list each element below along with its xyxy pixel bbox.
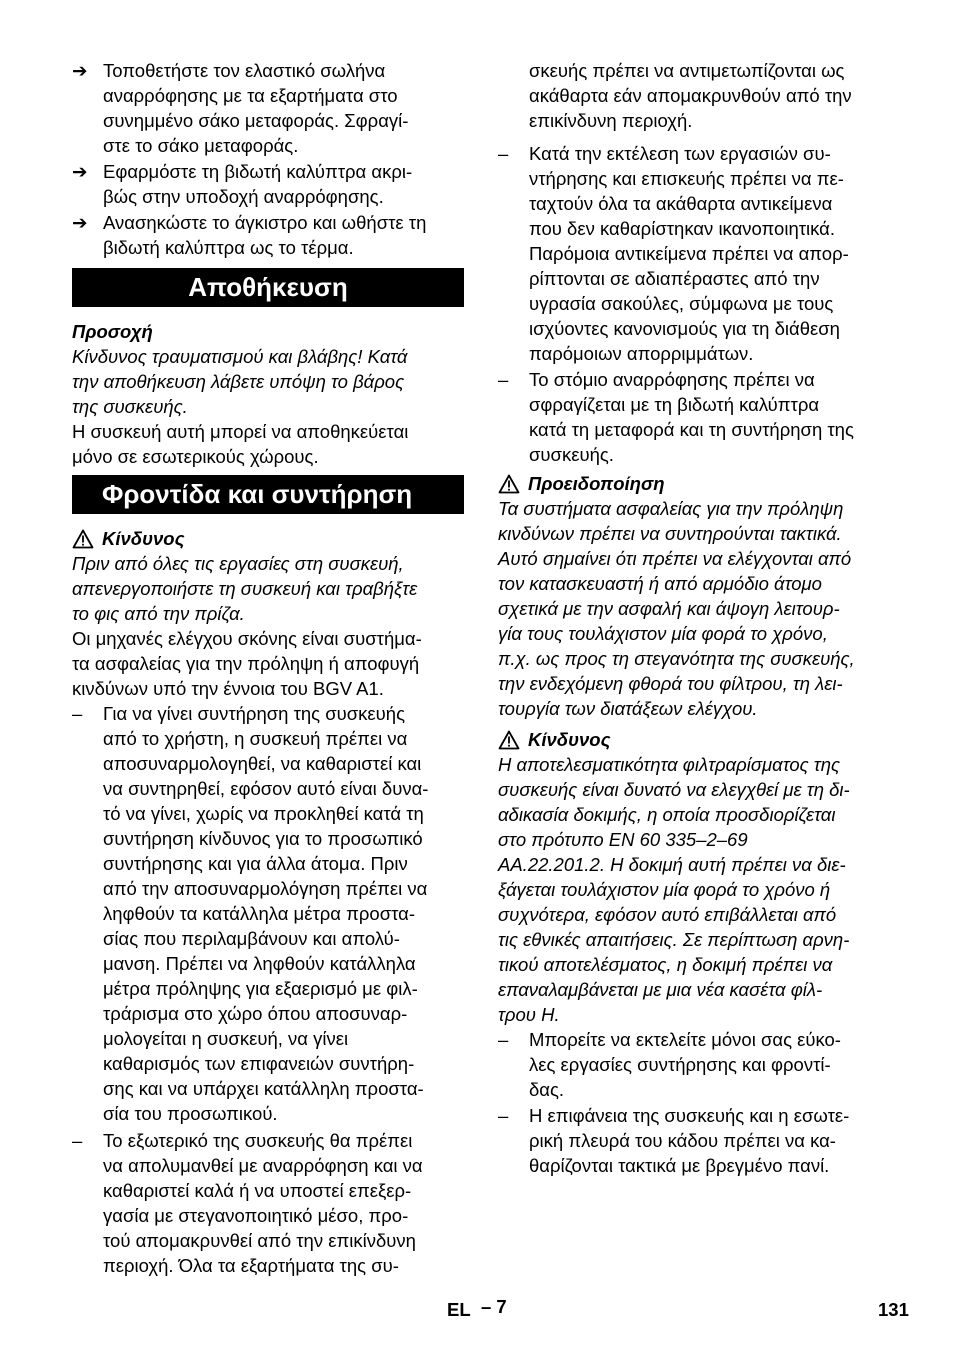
dash-item: [498, 367, 888, 467]
instruction-step: [72, 58, 464, 158]
danger-label: Κίνδυνος: [102, 528, 185, 549]
text-line: επικίνδυνη περιοχή.: [529, 110, 693, 131]
right-dash-list: [498, 141, 888, 467]
footer-section: – 7: [481, 1296, 507, 1317]
text-line: ακάθαρτα εάν απομακρυνθούν από την: [529, 85, 852, 106]
text-line: βώς στην υποδοχή αναρρόφησης.: [103, 186, 384, 207]
text-line: το φις από την πρίζα.: [72, 603, 245, 624]
text-line: συντήρησης και για άλλα άτομα. Πριν: [103, 853, 408, 874]
text-line: υγρασία σακούλες, σύμφωνα με τους: [529, 293, 834, 314]
text-line: Κίνδυνος τραυματισμού και βλάβης! Κατά: [72, 346, 408, 367]
heading-care: Φροντίδα και συντήρηση: [72, 475, 464, 514]
left-column: [72, 58, 464, 1278]
text-line: Τοποθετήστε τον ελαστικό σωλήνα: [103, 60, 386, 81]
care-text: [72, 626, 464, 701]
danger-text: [498, 752, 888, 1027]
text-line: βιδωτή καλύπτρα ως το τέρμα.: [103, 237, 354, 258]
instruction-step: [72, 210, 464, 260]
warning-text: [498, 496, 888, 721]
text-line: θαρίζονται τακτικά με βρεγμένο πανί.: [529, 1155, 830, 1176]
text-line: σχετικά με την ασφαλή και άψογη λειτουρ-: [498, 598, 840, 619]
text-line: τουργία των διατάξεων ελέγχου.: [498, 698, 758, 719]
instruction-step: [72, 159, 464, 209]
warning-heading: [498, 471, 888, 496]
dash-item: [498, 1027, 888, 1102]
dash-item: [498, 1103, 888, 1178]
text-line: Το εξωτερικό της συσκευής θα πρέπει: [103, 1130, 413, 1151]
text-line: περιοχή. Όλα τα εξαρτήματα της συ-: [103, 1255, 399, 1276]
arrow-icon: ➔: [72, 60, 88, 81]
text-line: τις εθνικές απαιτήσεις. Σε περίπτωση αρνη-: [498, 929, 850, 950]
text-line: Αυτό σημαίνει ότι πρέπει να ελέγχονται από: [498, 548, 852, 569]
warning-triangle-icon: [498, 474, 520, 494]
dash-item: [72, 701, 464, 1126]
text-line: Για να γίνει συντήρηση της συσκευής: [103, 703, 405, 724]
text-line: παρόμοιων απορριμμάτων.: [529, 343, 754, 364]
text-line: συχνότερα, εφόσον αυτό επιβάλλεται από: [498, 904, 837, 925]
text-line: Εφαρμόστε τη βιδωτή καλύπτρα ακρι-: [103, 161, 413, 182]
continued-text: [498, 58, 888, 133]
text-line: Η επιφάνεια της συσκευής και η εσωτε-: [529, 1105, 850, 1126]
text-line: ρική πλευρά του κάδου πρέπει να κα-: [529, 1130, 836, 1151]
text-line: σία του προσωπικού.: [103, 1103, 278, 1124]
text-line: αναρρόφησης με τα εξαρτήματα στο: [103, 85, 398, 106]
text-line: μανση. Πρέπει να ληφθούν κατάλληλα: [103, 953, 416, 974]
text-line: Παρόμοια αντικείμενα πρέπει να απορ-: [529, 243, 849, 264]
text-line: μολογείται η συσκευή, να γίνει: [103, 1028, 349, 1049]
dash-bullet: –: [72, 1130, 83, 1151]
text-line: κατά τη μεταφορά και τη συντήρηση της: [529, 419, 854, 440]
storage-text: [72, 419, 464, 469]
dash-bullet: –: [498, 1029, 509, 1050]
text-line: ταχτούν όλα τα ακάθαρτα αντικείμενα: [529, 193, 833, 214]
text-line: συσκευής.: [529, 444, 614, 465]
text-line: σκευής πρέπει να αντιμετωπίζονται ως: [529, 60, 845, 81]
text-line: γασία με στεγανοποιητικό μέσο, προ-: [103, 1205, 409, 1226]
text-line: την ενδεχόμενη φθορά του φίλτρου, τη λει-: [498, 673, 843, 694]
text-line: μόνο σε εσωτερικούς χώρους.: [72, 446, 319, 467]
text-line: π.χ. ως προς τη στεγανότητα της συσκευής,: [498, 648, 855, 669]
text-line: συνημμένο σάκο μεταφοράς. Σφραγί-: [103, 110, 409, 131]
text-line: καθαριστεί καλά ή να υποστεί επεξερ-: [103, 1180, 412, 1201]
danger-text: [72, 551, 464, 626]
dash-item: [498, 141, 888, 366]
dash-bullet: –: [498, 143, 509, 164]
text-line: AA.22.201.2. Η δοκιμή αυτή πρέπει να διε-: [498, 854, 846, 875]
text-line: τρου H.: [498, 1004, 560, 1025]
footer-lang: EL: [447, 1299, 471, 1320]
text-line: καθαρισμός των επιφανειών συντήρη-: [103, 1053, 415, 1074]
text-line: σης και να υπάρχει κατάλληλη προστα-: [103, 1078, 424, 1099]
text-line: τικού αποτελέσματος, η δοκιμή πρέπει να: [498, 954, 833, 975]
text-line: της συσκευής.: [72, 396, 188, 417]
text-line: τον κατασκευαστή ή από αρμόδιο άτομο: [498, 573, 822, 594]
caution-label: Προσοχή: [72, 321, 153, 342]
text-line: ξάγεται τουλάχιστον μία φορά το χρόνο ή: [498, 879, 831, 900]
text-line: που δεν καθαρίστηκαν ικανοποιητικά.: [529, 218, 836, 239]
text-line: κινδύνων πρέπει να συντηρούνται τακτικά.: [498, 523, 842, 544]
text-line: επαναλαμβάνεται με μια νέα κασέτα φίλ-: [498, 979, 823, 1000]
caution-text: [72, 344, 464, 419]
text-line: ρίπτονται σε αδιαπέραστες από την: [529, 268, 820, 289]
text-line: σίας που περιλαμβάνουν και απολύ-: [103, 928, 400, 949]
text-line: αδικασία δοκιμής, η οποία προσδιορίζεται: [498, 804, 836, 825]
dash-item: [72, 1128, 464, 1278]
text-line: κινδύνων υπό την έννοια του BGV A1.: [72, 678, 384, 699]
text-line: τού απομακρυνθεί από την επικίνδυνη: [103, 1230, 416, 1251]
text-line: Κατά την εκτέλεση των εργασιών συ-: [529, 143, 831, 164]
dash-bullet: –: [72, 703, 83, 724]
warning-label: Προειδοποίηση: [528, 473, 665, 494]
text-line: Πριν από όλες τις εργασίες στη συσκευή,: [72, 553, 404, 574]
arrow-icon: ➔: [72, 161, 88, 182]
text-line: ντήρησης και επισκευής πρέπει να πε-: [529, 168, 844, 189]
care-dash-list: [72, 701, 464, 1278]
page-number: 131: [878, 1299, 909, 1320]
text-line: μέτρα πρόληψης για εξαερισμό με φιλ-: [103, 978, 418, 999]
text-line: να συντηρηθεί, εφόσον αυτό είναι δυνα-: [103, 778, 429, 799]
danger-label: Κίνδυνος: [528, 729, 611, 750]
text-line: απενεργοποιήστε τη συσκευή και τραβήξτε: [72, 578, 418, 599]
arrow-icon: ➔: [72, 212, 88, 233]
text-line: τό να γίνει, χωρίς να προκληθεί κατά τη: [103, 803, 424, 824]
text-line: ισχύοντες κανονισμούς για τη διάθεση: [529, 318, 840, 339]
text-line: την αποθήκευση λάβετε υπόψη το βάρος: [72, 371, 405, 392]
text-line: Μπορείτε να εκτελείτε μόνοι σας εύκο-: [529, 1029, 841, 1050]
text-line: στο πρότυπο EN 60 335–2–69: [498, 829, 748, 850]
text-line: λες εργασίες συντήρησης και φροντί-: [529, 1054, 831, 1075]
danger-heading: [72, 526, 464, 551]
text-line: Η αποτελεσματικότητα φιλτραρίσματος της: [498, 754, 840, 775]
warning-triangle-icon: [72, 529, 94, 549]
text-line: στε το σάκο μεταφοράς.: [103, 135, 299, 156]
heading-storage: Αποθήκευση: [72, 268, 464, 307]
danger-heading: [498, 727, 888, 752]
dash-bullet: –: [498, 1105, 509, 1126]
text-line: γία τους τουλάχιστον μία φορά το χρόνο,: [498, 623, 828, 644]
right-dash-list-2: [498, 1027, 888, 1178]
text-line: από την αποσυναρμολόγηση πρέπει να: [103, 878, 428, 899]
right-column: [498, 58, 888, 1178]
text-line: Τα συστήματα ασφαλείας για την πρόληψη: [498, 498, 844, 519]
text-line: συσκευής είναι δυνατό να ελεγχθεί με τη δι-: [498, 779, 850, 800]
text-line: σφραγίζεται με τη βιδωτή καλύπτρα: [529, 394, 820, 415]
text-line: τράρισμα στο χώρο όπου αποσυναρ-: [103, 1003, 408, 1024]
text-line: Ανασηκώστε το άγκιστρο και ωθήστε τη: [103, 212, 427, 233]
text-line: από το χρήστη, η συσκευή πρέπει να: [103, 728, 408, 749]
text-line: Η συσκευή αυτή μπορεί να αποθηκεύεται: [72, 421, 409, 442]
text-line: ληφθούν τα κατάλληλα μέτρα προστα-: [103, 903, 416, 924]
warning-triangle-icon: [498, 730, 520, 750]
text-line: Οι μηχανές ελέγχου σκόνης είναι συστήμα-: [72, 628, 422, 649]
text-line: τα ασφαλείας για την πρόληψη ή αποφυγή: [72, 653, 420, 674]
text-line: Το στόμιο αναρρόφησης πρέπει να: [529, 369, 815, 390]
instruction-steps: [72, 58, 464, 260]
text-line: συντήρηση κίνδυνος για το προσωπικό: [103, 828, 423, 849]
text-line: να απολυμανθεί με αναρρόφηση και να: [103, 1155, 423, 1176]
text-line: αποσυναρμολογηθεί, να καθαριστεί και: [103, 753, 422, 774]
dash-bullet: –: [498, 369, 509, 390]
text-line: δας.: [529, 1079, 565, 1100]
